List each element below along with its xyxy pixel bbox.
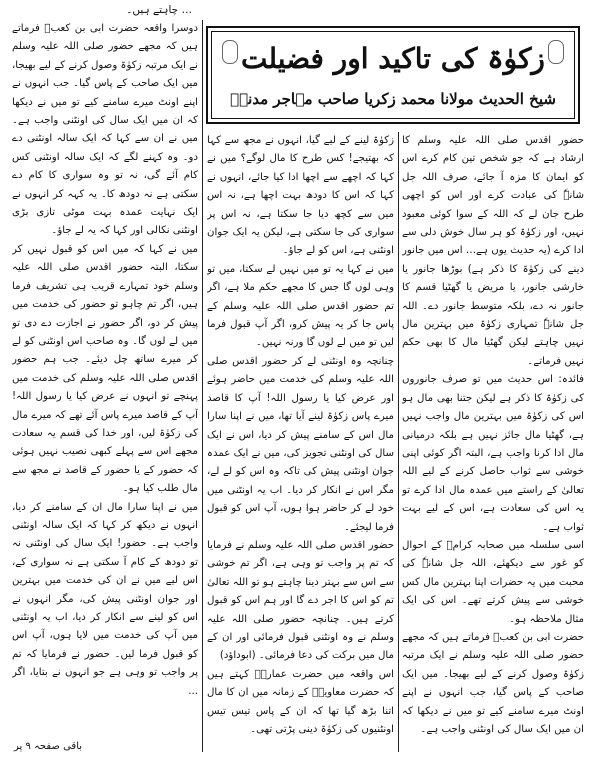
paragraph: زکوٰۃ لینے کے لیے گیا، انہوں نے مجھ سے کہا کہ بھتیجے! کس طرح کا مال لوگے؟ میں نے کہا کہ اچھے سے اچھا ادا کیا جائے، انہوں نے کہا کہ اس کا دودھ بہت اچھا ہے، نہ اس میں سے کچھ دیا جا سکتا ہے، نہ اس پر سواری کی جا سکتی ہے، لیکن یہ ایک جوان اونٹنی ہے، اس کو لے جاؤ۔ [207,135,394,257]
article-author: شیخ الحدیث مولانا محمد زکریا صاحب مہاجر مدنیؒ [230,90,556,108]
text-column-right [402,132,584,752]
paragraph: فائدہ: اس حدیث میں تو صرف جانوروں کی زکوٰۃ کا ذکر ہے لیکن جتنا بھی مال ہو اس کی زکوٰۃ میں بہترین مال واجب نہیں ہے، گھٹیا مال جائز نہیں ہے بلکہ درمیانی مال ادا کرنا واجب ہے، البتہ اگر کوئی اپنی خوشی سے ثواب حاصل کرنے کے لیے اللہ تعالیٰ کے راستے میں عمدہ مال ادا کرے تو یہ اس کی سعادت ہے، اس کے لیے بہت ثواب ہے۔ [402,374,584,533]
paragraph: میں نے کہا کہ میں اس کو قبول نہیں کر سکتا، البتہ حضور اقدس صلی اللہ علیہ وسلم خود تمہارے قریب ہی تشریف فرما ہیں، اگر تم چاہو تو حضور کی خدمت میں پیش کر دو، اگر حضور نے اجازت دے دی تو میں لے لوں گا۔ وہ صاحب اس اونٹنی کو لے کر میرے ساتھ چل دیئے۔ جب ہم حضور اقدس صلی اللہ علیہ وسلم کی خدمت میں پہنچے تو انہوں نے عرض کیا یا رسول اللہ! آپ کے قاصد میرے پاس آئے تھے کہ میرے مال کی زکوٰۃ لیں، اور خدا کی قسم یہ سعادت مجھے اس سے پہلے کبھی نصیب نہیں ہوئی کہ حضور کے یا حضور کے قاصد نے مجھ سے مال طلب کیا ہو۔ [12,243,198,495]
article-title: زکوٰۃ کی تاکید اور فضیلت [241,42,545,75]
column-divider [202,20,203,752]
paragraph: چنانچہ وہ اونٹنی لے کر حضور اقدس صلی اللہ علیہ وسلم کی خدمت میں حاضر ہوئے اور عرض کیا یا رسول اللہ! آپ کا قاصد میرے پاس زکوٰۃ لینے آیا تھا، میں نے اپنا سارا مال اس کے سامنے پیش کر دیا، اس نے ایک سال کی اونٹنی تجویز کی، میں نے ایک عمدہ جوان اونٹنی پیش کی تاکہ وہ اس کو لے لے، مگر اس نے انکار کر دیا۔ اب یہ اونٹنی میں خود لے کر حاضر ہوا ہوں، آپ اس کو قبول فرما لیجئے۔ [207,355,394,533]
paragraph: اس واقعہ میں حضرت عمارہؓ کہتے ہیں کہ حضرت معاویہؓ کے زمانہ میں ان کا مال اتنا بڑھ گیا تھا کہ ان کے پاس تیس تیس اونٹنیوں کی زکوٰۃ دینی پڑتی تھی۔ [207,668,394,735]
paragraph: حضرت ابی بن کعبؓ فرماتے ہیں کہ مجھے حضور صلی اللہ علیہ وسلم نے ایک مرتبہ زکوٰۃ وصول کرنے کے لیے بھیجا۔ میں ایک صاحب کے پاس گیا، جب انہوں نے اپنے اونٹ میرے سامنے کیے تو میں نے دیکھا کہ ان میں ایک سال کی اونٹنی واجب ہے۔ [402,631,584,735]
column-divider [398,132,399,752]
paragraph: حضور اقدس صلی اللہ علیہ وسلم نے فرمایا کہ تم پر واجب تو وہی ہے، اگر تم خوشی سے اس سے بہتر دینا چاہتے ہو تو اللہ تعالیٰ تم کو اس کا اجر دے گا اور ہم اس کو قبول کرتے ہیں۔ چنانچہ حضور صلی اللہ علیہ وسلم نے وہ اونٹنی قبول فرمائی اور ان کے مال میں برکت کی دعا فرمائی۔ (ابوداؤد) [207,539,394,662]
text-column-left [12,20,198,755]
paragraph: دوسرا واقعہ حضرت ابی بن کعبؓ فرماتے ہیں کہ مجھے حضور صلی اللہ علیہ وسلم نے ایک مرتبہ زکوٰۃ وصول کرنے کے لیے بھیجا، میں ایک صاحب کے پاس گیا۔ جب انہوں نے اپنے اونٹ میرے سامنے کیے تو میں نے دیکھا کہ ان میں ایک سال کی اونٹنی واجب ہے۔ میں نے ان سے کہا کہ ایک سالہ اونٹنی دے دو۔ وہ کہنے لگے کہ ایک سالہ اونٹنی کس کام آئے گی، نہ تو وہ سواری کا کام دے سکتی ہے نہ دودھ کا۔ یہ کہہ کر انہوں نے ایک نہایت عمدہ بہت موٹی تازی بڑی اونٹنی نکالی اور کہا کہ یہ لے جاؤ۔ [12,23,198,237]
continued-on-note: باقی صفحہ ۹ پر [14,741,83,752]
text-column-middle [207,132,394,752]
paragraph: اسی سلسلہ میں صحابہ کرامؓ کے احوال کو غور سے دیکھئے، اللہ جل شانہٗ کی محبت میں یہ حضرات اپنا بہترین مال کس خوشی سے پیش کرتے تھے۔ اس کی ایک مثال ملاحظہ ہو۔ [402,539,584,625]
continued-text: … چاہتے ہیں۔ [126,4,192,16]
paragraph: میں نے کہا یہ تو میں نہیں لے سکتا، میں تو وہی لوں گا جس کا مجھے حکم ملا ہے، اگر تم حضور اقدس صلی اللہ علیہ وسلم کے پاس جا کر یہ پیش کرو، اگر آپ قبول فرما لیں تو میں لے لوں گا ورنہ نہیں۔ [207,263,394,349]
paragraph: حضور اقدس صلی اللہ علیہ وسلم کا ارشاد ہے کہ جو شخص تین کام کرے اس کو ایمان کا مزہ آ جائے، صرف اللہ جل شانہٗ کی عبادت کرے اور اس کو اچھی طرح جان لے کہ اللہ کے سوا کوئی معبود نہیں، اور زکوٰۃ کو ہر سال خوش دلی سے ادا کرے (یہ حدیث یوں ہے… اس میں جانور دینے کی زکوٰۃ کا ذکر ہے) بوڑھا جانور یا خارشی جانور، یا مریض یا گھٹیا قسم کا جانور نہ دے، بلکہ متوسط جانور دے۔ اللہ جل شانہٗ تمہاری زکوٰۃ میں بہترین مال نہیں چاہتے لیکن گھٹیا مال کا بھی حکم نہیں فرماتے۔ [402,135,584,367]
paragraph: میں نے اپنا سارا مال ان کے سامنے کر دیا، انہوں نے دیکھ کر کہا کہ ایک سالہ اونٹنی واجب ہے۔ حضور! ایک سال کی اونٹنی نہ تو دودھ کے کام آ سکتی ہے نہ سواری کے، اس لیے میں نے ان کی خدمت میں بہترین اور جوان اونٹنی پیش کی، مگر انہوں نے اس کو لینے سے انکار کر دیا، اب یہ اونٹنی میں آپ کی خدمت میں لایا ہوں، آپ اس کو قبول فرما لیں۔ حضور نے فرمایا کہ تم پر واجب تو وہی ہے جو انہوں نے بتایا، اگر ... [12,501,198,697]
article-title-box [206,26,580,124]
